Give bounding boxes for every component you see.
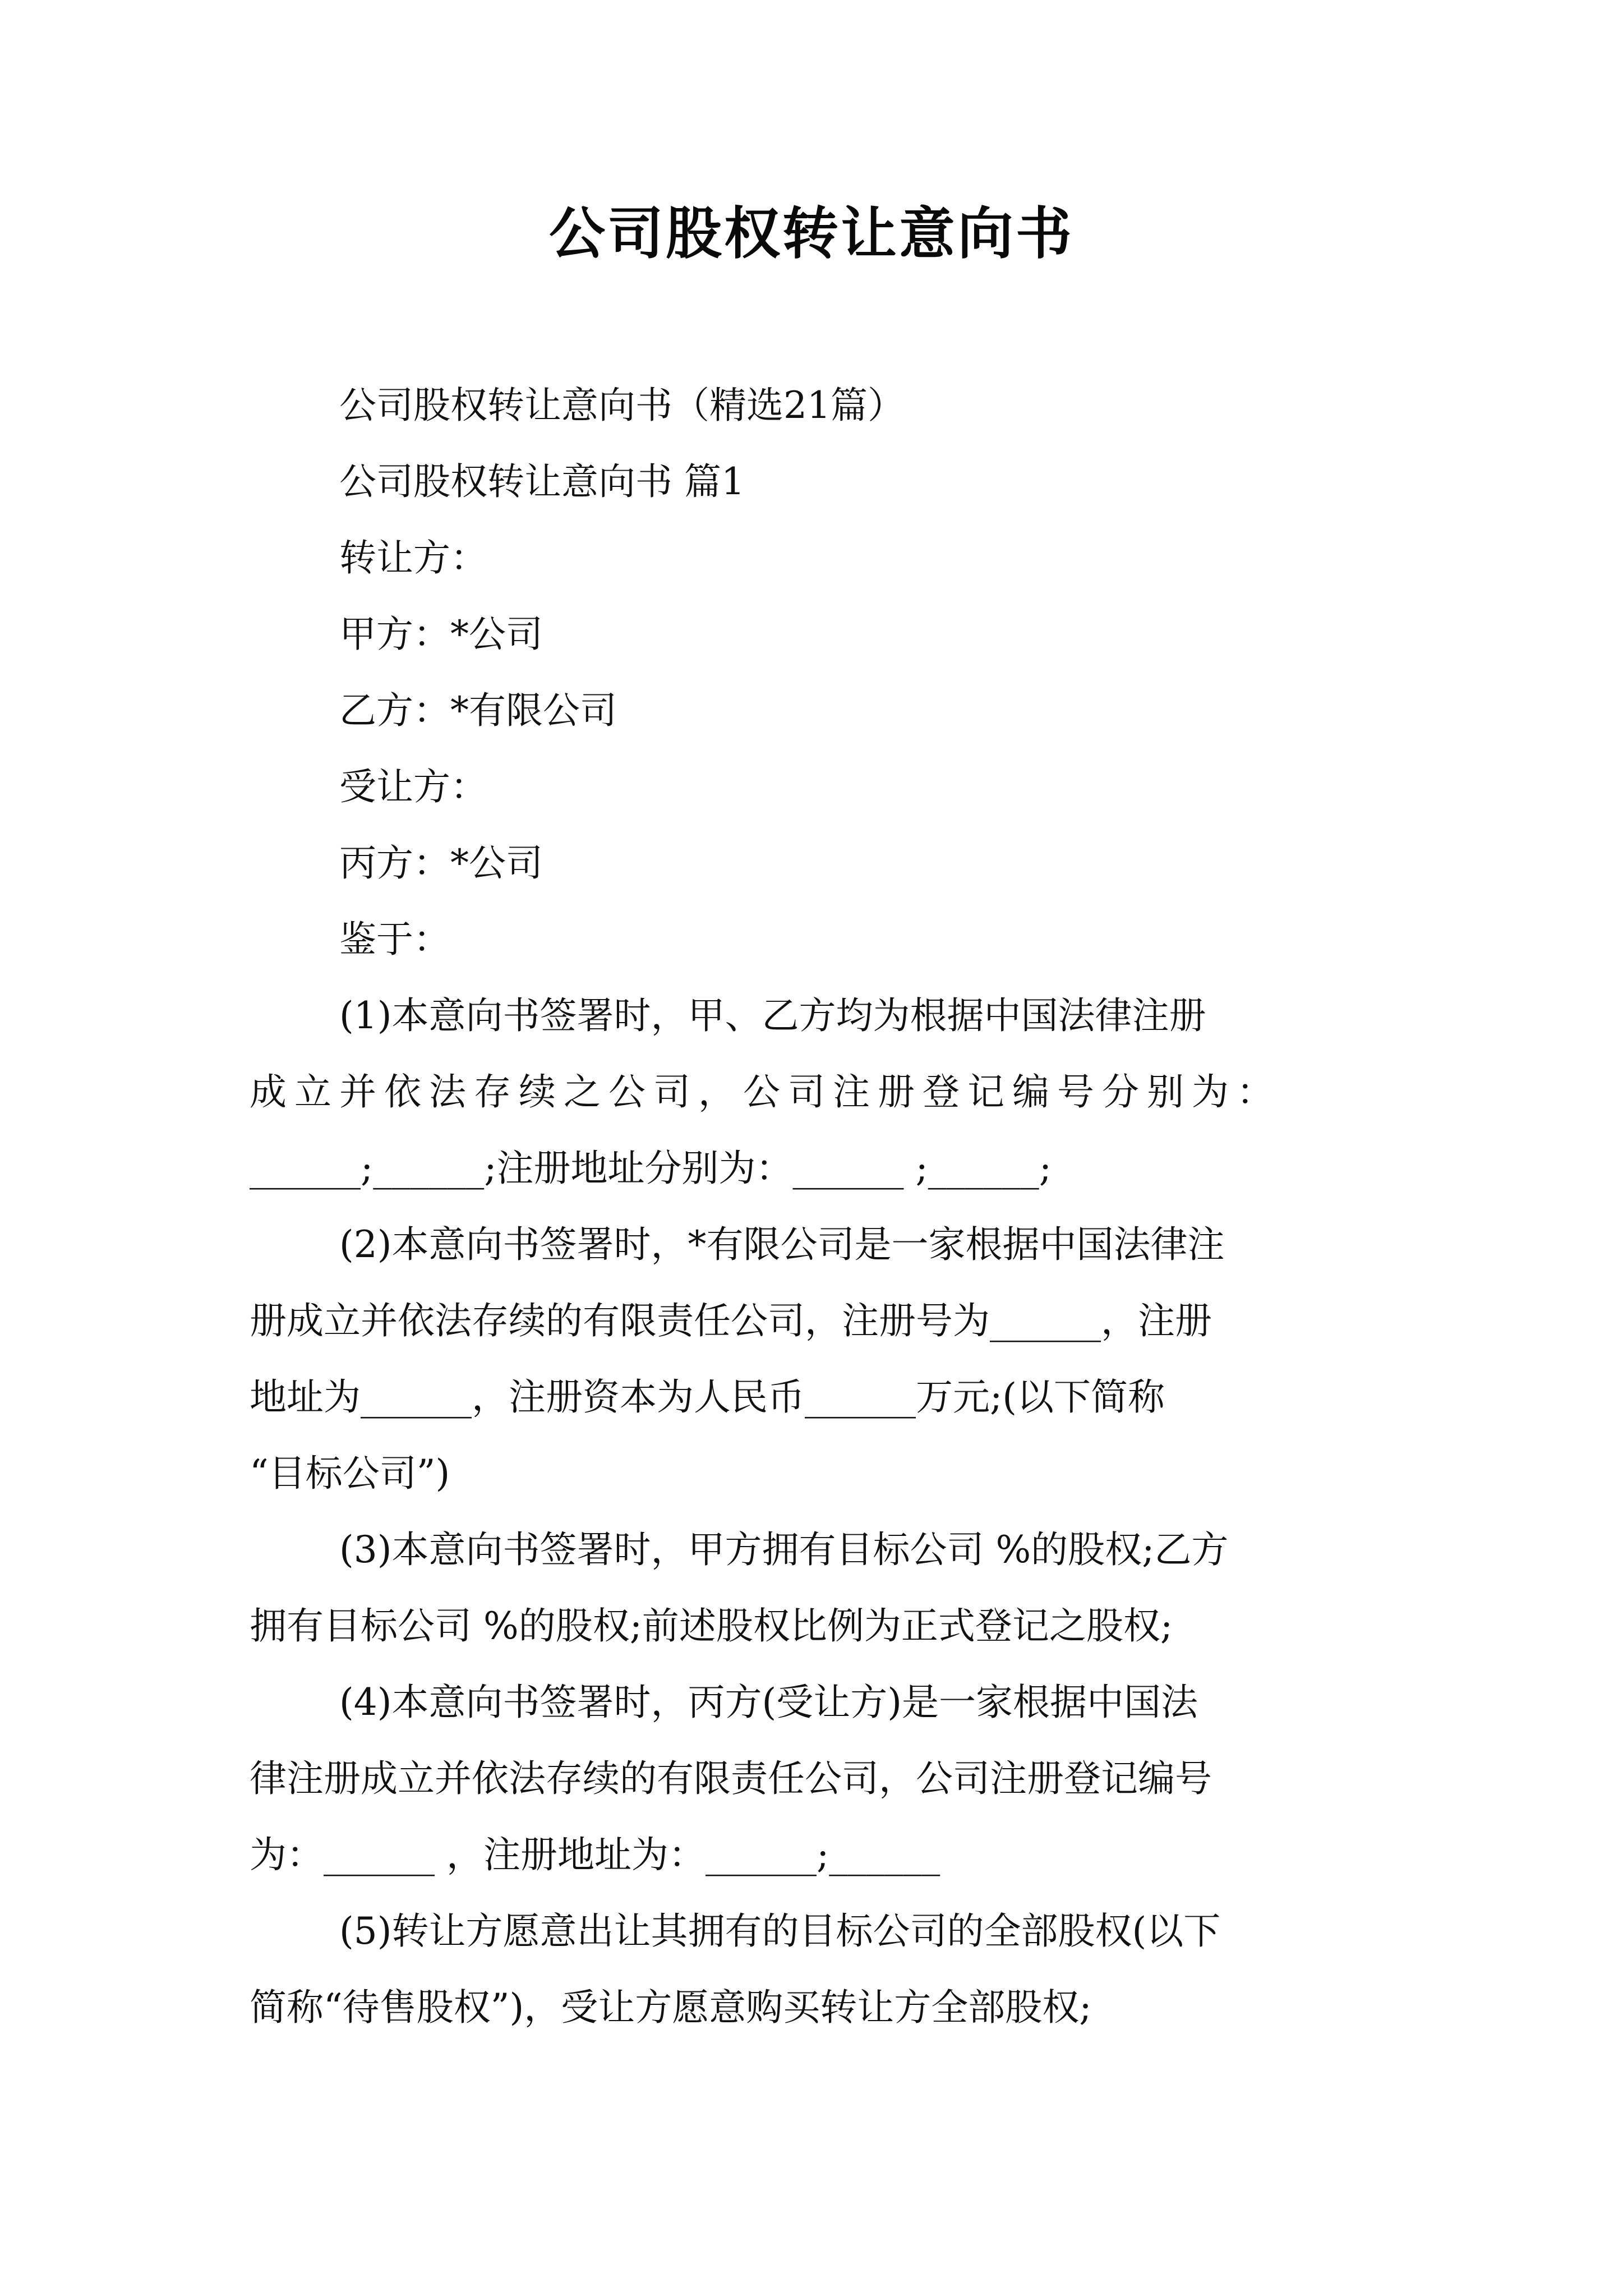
clause-line: 册成立并依法存续的有限责任公司，注册号为______，注册 — [250, 1299, 1212, 1342]
whereas-label: 鉴于： — [339, 918, 450, 961]
clause-line: (3)本意向书签署时，甲方拥有目标公司 %的股权;乙方 — [339, 1528, 1229, 1571]
clause-line: 地址为______，注册资本为人民币______万元;(以下简称 — [250, 1375, 1165, 1419]
document-title: 公司股权转让意向书 — [549, 201, 1074, 266]
clause-line: 为：______ ，注册地址为：______;______ — [250, 1833, 940, 1876]
clause-line: (2)本意向书签署时，*有限公司是一家根据中国法律注 — [339, 1223, 1225, 1266]
party-b-line: 乙方：*有限公司 — [339, 689, 617, 732]
document-body — [250, 367, 1388, 2046]
clause-1 — [250, 978, 1388, 1207]
clause-line: 简称“待售股权”)，受让方愿意购买转让方全部股权; — [250, 1986, 1092, 2029]
clause-4 — [250, 1664, 1388, 1893]
clause-line: (5)转让方愿意出让其拥有的目标公司的全部股权(以下 — [339, 1910, 1221, 1953]
clause-line: (4)本意向书签署时，丙方(受让方)是一家根据中国法 — [339, 1681, 1198, 1724]
clause-line: 律注册成立并依法存续的有限责任公司，公司注册登记编号 — [250, 1757, 1212, 1800]
clause-line: (1)本意向书签署时，甲、乙方均为根据中国法律注册 — [339, 994, 1206, 1037]
clause-line: 拥有目标公司 %的股权;前述股权比例为正式登记之股权; — [250, 1604, 1173, 1648]
document-subtitle: 公司股权转让意向书（精选21篇） — [339, 384, 905, 427]
clause-line: ______;______;注册地址分别为：______ ;______; — [250, 1147, 1052, 1190]
clause-line: 成立并依法存续之公司，公司注册登记编号分别为： — [250, 1070, 1281, 1114]
clause-line: “目标公司”) — [250, 1452, 450, 1495]
clause-2 — [250, 1207, 1388, 1512]
clause-3 — [250, 1512, 1388, 1664]
transferee-label: 受让方： — [339, 765, 487, 808]
transferor-label: 转让方： — [339, 536, 487, 579]
party-c-line: 丙方：*公司 — [339, 841, 543, 885]
section-heading: 公司股权转让意向书 篇1 — [339, 460, 745, 503]
clause-5 — [250, 1893, 1388, 2046]
party-a-line: 甲方：*公司 — [339, 613, 543, 656]
